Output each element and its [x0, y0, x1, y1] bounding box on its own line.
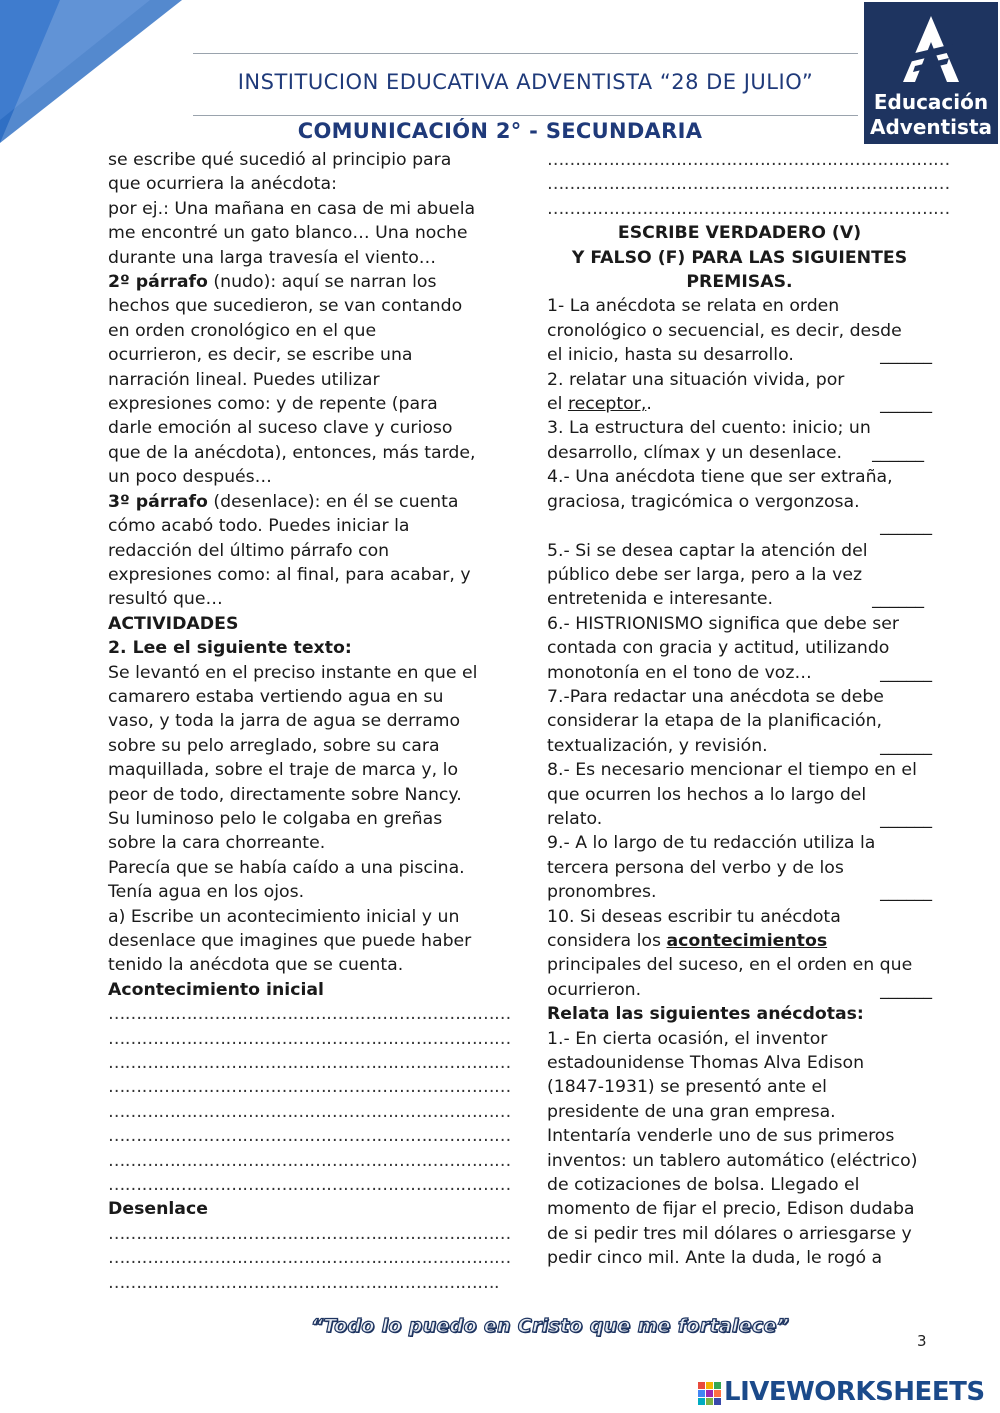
acontecimientos-link: acontecimientos	[666, 931, 828, 951]
text-line: 1- La anécdota se relata en orden	[547, 296, 840, 317]
text-line: expresiones como: al final, para acabar, y	[108, 564, 471, 585]
text-line	[547, 929, 932, 953]
text-line: presidente de una gran empresa.	[547, 1101, 836, 1122]
text-line: 3. La estructura del cuento: inicio; un	[547, 418, 871, 439]
text-line: expresiones como: y de repente (para	[108, 394, 438, 415]
text-line	[108, 490, 493, 514]
liveworksheets-logo-icon	[698, 1382, 722, 1408]
answer-blank[interactable]: ______	[872, 589, 924, 610]
receptor-link: receptor,	[567, 394, 647, 415]
answer-line[interactable]: ………………………………………………………………	[108, 1028, 511, 1049]
answer-line[interactable]: ………………………………………………………………	[108, 1053, 511, 1074]
tf-heading-2: Y FALSO (F) PARA LAS SIGUIENTES	[571, 247, 908, 268]
text-line: Se levantó en el preciso instante en que el	[108, 662, 478, 683]
question-line	[547, 587, 932, 611]
text-span: (desenlace): en él se cuenta	[207, 491, 459, 512]
text-line: 4.- Una anécdota tiene que ser extraña,	[547, 467, 893, 488]
text-line: inventos: un tablero automático (eléctrico)	[547, 1150, 918, 1171]
text-span: (nudo): aquí se narran los	[207, 272, 437, 293]
question-line	[547, 978, 932, 1002]
text-line: durante una larga travesía el viento…	[108, 247, 437, 268]
answer-blank[interactable]: ______	[880, 662, 932, 683]
text-line: 10. Si deseas escribir tu anécdota	[547, 906, 841, 927]
text-line: considerar la etapa de la planificación,	[547, 711, 883, 732]
school-name: INSTITUCION EDUCATIVA ADVENTISTA “28 DE JULIO”	[237, 70, 814, 94]
answer-blank[interactable]: ______	[872, 442, 924, 463]
activities-heading: ACTIVIDADES	[108, 613, 239, 634]
text-line: público debe ser larga, pero a la vez	[547, 564, 863, 585]
question-line	[547, 514, 932, 538]
text-line: en orden cronológico en el que	[108, 320, 377, 341]
text-span: el inicio, hasta su desarrollo.	[547, 345, 794, 366]
text-line: 6.- HISTRIONISMO significa que debe ser	[547, 613, 900, 634]
text-line: sobre la cara chorreante.	[108, 833, 326, 854]
text-line: me encontré un gato blanco… Una noche	[108, 223, 468, 244]
adventist-logo	[864, 2, 998, 144]
logo-text-1: Educación	[873, 90, 989, 114]
text-line: graciosa, tragicómica o vergonzosa.	[547, 491, 860, 512]
paragraph-2-label: 2º párrafo	[108, 272, 208, 293]
text-line: 7.-Para redactar una anécdota se debe	[547, 686, 884, 707]
answer-blank[interactable]: ______	[880, 394, 932, 415]
text-line: pedir cinco mil. Ante la duda, le rogó a	[547, 1248, 883, 1269]
question-line	[547, 392, 932, 416]
answer-blank[interactable]: ______	[880, 979, 932, 1000]
answer-line[interactable]: ………………………………………………………………	[108, 1101, 511, 1122]
text-span: pronombres.	[547, 882, 657, 903]
text-line	[108, 270, 493, 294]
text-span: el	[547, 394, 568, 415]
subject-title: COMUNICACIÓN 2° - SECUNDARIA	[297, 119, 703, 143]
tf-heading-1: ESCRIBE VERDADERO (V)	[617, 223, 862, 244]
text-line: desenlace que imagines que puede haber	[108, 931, 472, 951]
answer-blank[interactable]: ______	[880, 516, 932, 537]
text-line: por ej.: Una mañana en casa de mi abuela	[108, 198, 476, 219]
footer-quote: “Todo lo puedo en Cristo que me fortalece”	[310, 1315, 790, 1337]
text-line: narración lineal. Puedes utilizar	[108, 369, 380, 390]
header-rule-bottom	[193, 115, 858, 116]
answer-line[interactable]: ………………………………………………………………	[547, 198, 950, 219]
text-line: (1847-1931) se presentó ante el	[547, 1077, 827, 1098]
text-line: 5.- Si se desea captar la atención del	[547, 540, 868, 561]
outcome-heading: Desenlace	[108, 1199, 208, 1220]
text-line: peor de todo, directamente sobre Nancy.	[108, 784, 462, 805]
text-span: monotonía en el tono de voz…	[547, 662, 812, 683]
text-span: relato.	[547, 808, 603, 829]
answer-blank[interactable]: ______	[880, 882, 932, 903]
read-text-heading: 2. Lee el siguiente texto:	[108, 638, 352, 659]
text-line: estadounidense Thomas Alva Edison	[547, 1053, 865, 1074]
text-line: darle emoción al suceso clave y curioso	[108, 418, 453, 439]
text-line: 8.- Es necesario mencionar el tiempo en el	[547, 760, 917, 781]
liveworksheets-watermark	[698, 1376, 998, 1410]
answer-line[interactable]: ………………………………………………………………	[547, 150, 950, 170]
answer-line[interactable]: ………………………………………………………………	[547, 174, 950, 195]
initial-event-heading: Acontecimiento inicial	[108, 979, 324, 1000]
corner-decoration	[0, 0, 182, 143]
text-line: 2. relatar una situación vivida, por	[547, 369, 845, 390]
text-line: 1.- En cierta ocasión, el inventor	[547, 1028, 828, 1049]
answer-line[interactable]: ………………………………………………………………	[108, 1126, 511, 1147]
text-span: considera los	[547, 931, 667, 951]
text-span: .	[646, 394, 652, 415]
adventist-mark-icon	[901, 14, 961, 84]
text-line: maquillada, sobre el traje de marca y, lo	[108, 760, 459, 781]
answer-line[interactable]: ………………………………………………………………	[108, 1223, 511, 1244]
text-span: textualización, y revisión.	[547, 735, 768, 756]
text-line: a) Escribe un acontecimiento inicial y un	[108, 906, 460, 927]
text-line: tercera persona del verbo y de los	[547, 857, 844, 878]
header-rule-top	[193, 53, 858, 54]
text-line: sobre su pelo arreglado, sobre su cara	[108, 735, 440, 756]
answer-line[interactable]: ………………………………………………………………	[108, 1150, 511, 1171]
page-number: 3	[917, 1332, 927, 1350]
text-line: principales del suceso, en el orden en que	[547, 955, 913, 976]
question-line	[547, 441, 932, 465]
text-line: momento de fijar el precio, Edison dudaba	[547, 1199, 915, 1220]
question-line	[547, 734, 932, 758]
answer-line[interactable]: ………………………………………………………………	[108, 1248, 511, 1269]
text-line: de si pedir tres mil dólares o arriesgarse y	[547, 1223, 912, 1244]
question-line	[547, 661, 932, 685]
text-line: vaso, y toda la jarra de agua se derramo	[108, 711, 461, 732]
liveworksheets-brand: LIVEWORKSHEETS	[724, 1377, 985, 1407]
text-line: un poco después…	[108, 467, 272, 488]
answer-blank[interactable]: ______	[880, 808, 932, 829]
logo-text-2: Adventista	[869, 115, 992, 139]
text-span: desarrollo, clímax y un desenlace.	[547, 442, 843, 463]
text-line: camarero estaba vertiendo agua en su	[108, 686, 444, 707]
text-line: se escribe qué sucedió al principio para	[108, 150, 452, 170]
text-line: tenido la anécdota que se cuenta.	[108, 955, 404, 976]
text-span: entretenida e interesante.	[547, 589, 774, 610]
text-line: resultó que…	[108, 589, 223, 610]
text-line: hechos que sucedieron, se van contando	[108, 296, 463, 317]
text-line: contada con gracia y actitud, utilizando	[547, 638, 890, 659]
text-line: ocurrieron, es decir, se escribe una	[108, 345, 413, 366]
text-line: Intentaría venderle uno de sus primeros	[547, 1126, 895, 1147]
text-line: que ocurren los hechos a lo largo del	[547, 784, 867, 805]
question-line	[547, 807, 932, 831]
left-column	[108, 148, 511, 1295]
text-line: Tenía agua en los ojos.	[108, 882, 305, 903]
answer-line[interactable]: ………………………………………………………………	[108, 1077, 511, 1098]
answer-line[interactable]: …………………………………………………………….	[108, 1272, 499, 1293]
text-line: 9.- A lo largo de tu redacción utiliza la	[547, 833, 876, 854]
text-line: que ocurriera la anécdota:	[108, 174, 337, 195]
answer-line[interactable]: ………………………………………………………………	[108, 1004, 511, 1025]
paragraph-3-label: 3º párrafo	[108, 491, 208, 512]
question-line	[547, 880, 932, 904]
text-line: redacción del último párrafo con	[108, 540, 390, 561]
answer-blank[interactable]: ______	[880, 735, 932, 756]
text-line: que de la anécdota), entonces, más tarde,	[108, 442, 476, 463]
answer-blank[interactable]: ______	[880, 345, 932, 366]
text-line: Parecía que se había caído a una piscina.	[108, 857, 465, 878]
relata-heading: Relata las siguientes anécdotas:	[547, 1004, 864, 1025]
question-line	[547, 343, 932, 367]
tf-heading-3: PREMISAS.	[686, 272, 793, 293]
text-span: ocurrieron.	[547, 979, 642, 1000]
right-column	[547, 148, 950, 1271]
answer-line[interactable]: ………………………………………………………………	[108, 1175, 511, 1196]
text-line: Su luminoso pelo le colgaba en greñas	[108, 808, 443, 829]
text-line: de cotizaciones de bolsa. Llegado el	[547, 1175, 860, 1196]
text-line: cómo acabó todo. Puedes iniciar la	[108, 516, 410, 537]
text-line: cronológico o secuencial, es decir, desde	[547, 320, 902, 341]
